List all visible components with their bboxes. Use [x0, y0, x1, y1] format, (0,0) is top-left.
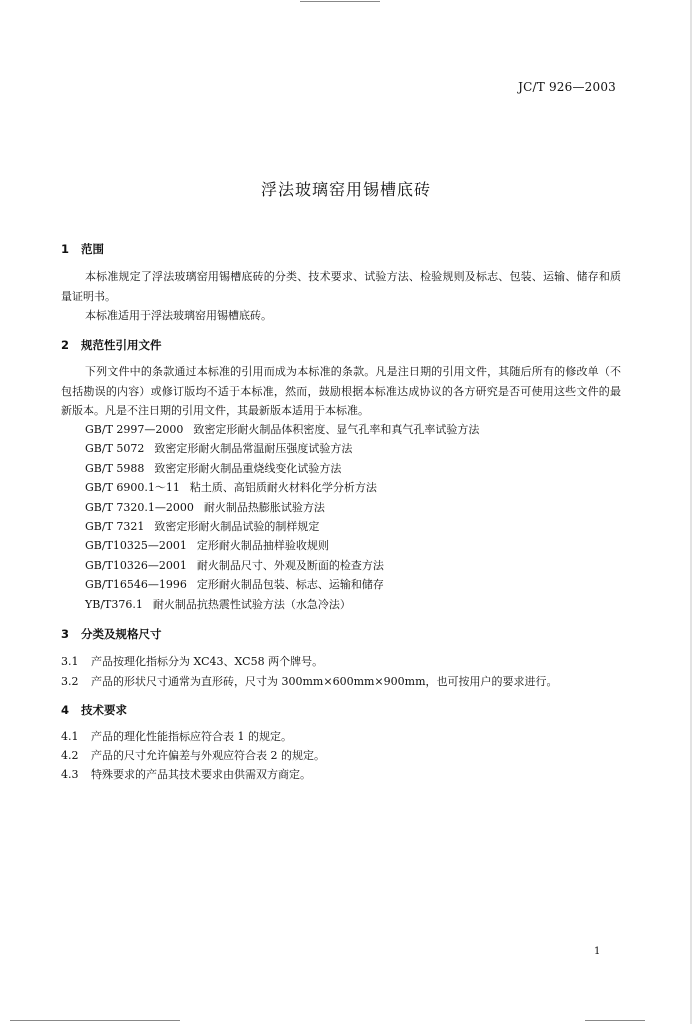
reference-item — [85, 556, 479, 575]
paragraph: 本标准规定了浮法玻璃窑用锡槽底砖的分类、技术要求、试验方法、检验规则及标志、包装、运输、储存和质量证明书。 — [61, 270, 621, 303]
reference-code: GB/T10325—2001 — [85, 539, 187, 553]
section-heading-1 — [61, 241, 104, 257]
clause-text: 产品的形状尺寸通常为直形砖，尺寸为 300mm×600mm×900mm，也可按用户的要求进行。 — [91, 675, 558, 688]
clause-number: 3.2 — [61, 675, 79, 688]
reference-item — [85, 595, 479, 614]
reference-title: 定形耐火制品包装、标志、运输和储存 — [196, 578, 384, 592]
clause-text: 产品的尺寸允许偏差与外观应符合表 2 的规定。 — [91, 749, 325, 762]
reference-code: GB/T 7320.1—2000 — [85, 500, 194, 514]
reference-item — [85, 439, 479, 458]
section-title: 技术要求 — [81, 703, 127, 717]
clause-number: 4.2 — [61, 749, 79, 762]
standard-number: JC/T 926—2003 — [518, 80, 616, 94]
clause-number: 4.3 — [61, 768, 79, 781]
section-number: 1 — [61, 242, 70, 256]
section-heading-2 — [61, 337, 162, 353]
reference-item — [85, 517, 479, 536]
scan-mark — [585, 1020, 645, 1021]
reference-code: GB/T10326—2001 — [85, 558, 187, 572]
reference-code: YB/T376.1 — [85, 597, 143, 611]
clause-text: 特殊要求的产品其技术要求由供需双方商定。 — [91, 768, 311, 781]
section-title: 分类及规格尺寸 — [81, 627, 162, 641]
section-heading-4 — [61, 702, 127, 718]
reference-item — [85, 459, 479, 478]
scan-mark — [10, 1020, 180, 1021]
reference-item — [85, 478, 479, 497]
reference-title: 耐火制品抗热震性试验方法（水急冷法） — [152, 597, 351, 611]
section-heading-3 — [61, 626, 162, 642]
section-title: 范围 — [81, 242, 104, 256]
reference-code: GB/T 5988 — [85, 461, 145, 475]
section-title: 规范性引用文件 — [81, 338, 162, 352]
section-number: 2 — [61, 338, 70, 352]
reference-item — [85, 420, 479, 439]
reference-title: 致密定形耐火制品试验的制样规定 — [154, 519, 320, 533]
reference-title: 致密定形耐火制品重烧线变化试验方法 — [154, 461, 342, 475]
reference-item — [85, 536, 479, 555]
clause — [61, 653, 323, 669]
reference-code: GB/T 7321 — [85, 519, 145, 533]
reference-list — [85, 420, 479, 614]
reference-title: 致密定形耐火制品常温耐压强度试验方法 — [154, 442, 353, 456]
clause-text: 产品按理化指标分为 XC43、XC58 两个牌号。 — [91, 655, 324, 668]
clause-number: 3.1 — [61, 655, 79, 668]
paragraph: 下列文件中的条款通过本标准的引用而成为本标准的条款。凡是注日期的引用文件，其随后所有的修改单（不包括勘误的内容）或修订版均不适于本标准，然而，鼓励根据本标准达成协议的各方研究是否可使用这些文件的最新版本。凡是不注日期的引用文件，其最新版本适用于本标准。 — [61, 365, 621, 417]
reference-code: GB/T16546—1996 — [85, 578, 187, 592]
clause-number: 4.1 — [61, 730, 79, 743]
clause-text: 产品的理化性能指标应符合表 1 的规定。 — [91, 730, 292, 743]
page-number: 1 — [594, 946, 601, 957]
paragraph: 本标准适用于浮法玻璃窑用锡槽底砖。 — [85, 309, 272, 322]
reference-item — [85, 498, 479, 517]
reference-code: GB/T 5072 — [85, 442, 145, 456]
reference-title: 耐火制品热膨胀试验方法 — [203, 500, 325, 514]
clause — [61, 766, 311, 782]
clause — [61, 747, 325, 763]
section-number: 4 — [61, 703, 70, 717]
reference-title: 粘土质、高铝质耐火材料化学分析方法 — [189, 481, 377, 495]
clause — [61, 673, 558, 689]
reference-title: 定形耐火制品抽样验收规则 — [196, 539, 329, 553]
reference-title: 耐火制品尺寸、外观及断面的检查方法 — [196, 558, 384, 572]
reference-code: GB/T 2997—2000 — [85, 423, 184, 436]
reference-item — [85, 575, 479, 594]
clause — [61, 728, 292, 744]
scan-mark — [300, 1, 380, 2]
section-number: 3 — [61, 627, 70, 641]
document-title: 浮法玻璃窑用锡槽底砖 — [260, 180, 431, 199]
reference-title: 致密定形耐火制品体积密度、显气孔率和真气孔率试验方法 — [193, 423, 480, 436]
reference-code: GB/T 6900.1～11 — [85, 481, 180, 495]
